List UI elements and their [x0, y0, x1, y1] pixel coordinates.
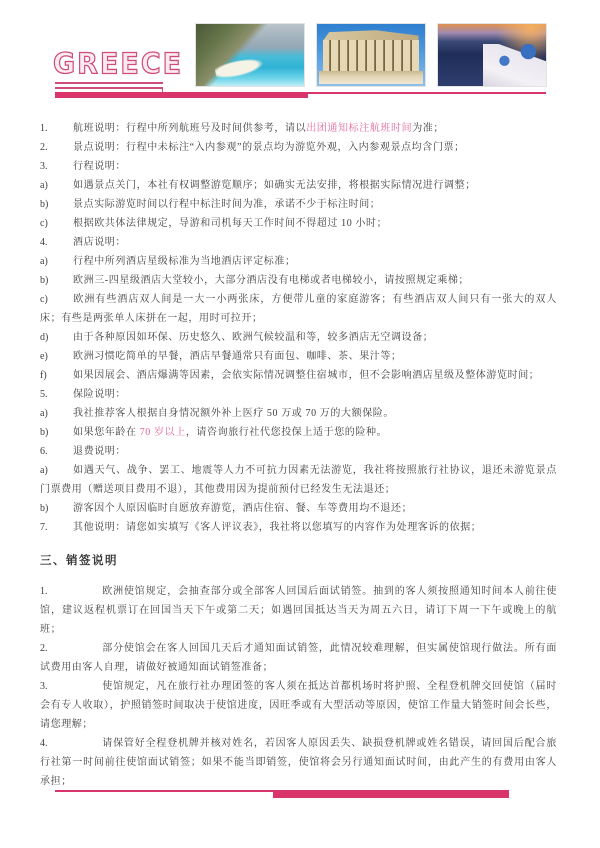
terms-list	[40, 119, 557, 537]
temple-pediment	[323, 30, 418, 40]
item-number: 4.	[40, 738, 48, 749]
item-number: 5.	[40, 389, 48, 400]
item-text: 欧洲有些酒店双人间是一大一小两张床，方便带儿童的家庭游客；有些酒店双人间只有一张大的双人床；有些是两张单人床拼在一起，用时可拉开；	[40, 294, 557, 324]
santorini-photo	[437, 23, 547, 87]
temple-columns	[323, 40, 418, 71]
item-number: a)	[40, 408, 48, 419]
item-text: 部分使馆会在客人回国几天后才通知面试销签，此情况较难理解，但实属使馆现行做法。所有面试费用由客人自理，请做好被通知面试销签准备；	[40, 643, 557, 673]
item-number: b)	[40, 275, 49, 286]
list-item	[40, 677, 557, 734]
item-text: 使馆规定，凡在旅行社办理团签的客人须在抵达首都机场时将护照、全程登机牌交回使馆（届时会有专人收取），护照销签时间取决于使馆进度，因旺季或有大型活动等原因，使馆工作量大销签时间会长些，请您理解；	[40, 681, 557, 730]
item-text: 请保管好全程登机牌并核对姓名，若因客人原因丢失、缺损登机牌或姓名错误，请回国后配合旅行社第一时间前往使馆面试销签；如果不能当即销签，使馆将会另行通知面试时间，由此产生的有费用由客人承担；	[40, 738, 557, 787]
footer-accent-bar-thin	[55, 790, 273, 792]
item-number: f)	[40, 370, 47, 381]
list-item	[40, 423, 557, 442]
item-number: a)	[40, 180, 48, 191]
list-item	[40, 404, 557, 423]
item-text: 保险说明：	[73, 389, 126, 400]
logo-underline-top	[55, 82, 163, 84]
logo-underline-bottom	[55, 87, 163, 89]
list-item	[40, 499, 557, 518]
list-item	[40, 119, 557, 138]
list-item	[40, 214, 557, 233]
highlighted-text: 70 岁以上	[139, 427, 186, 438]
item-text: 如果因展会、酒店爆满等因素，会依实际情况调整住宿城市，但不会影响酒店星级及整体游览时间；	[73, 370, 540, 381]
item-text: 行程说明：	[73, 161, 126, 172]
item-text: 欧洲三-四星级酒店大堂较小，大部分酒店没有电梯或者电梯较小，请按照规定乘梯；	[73, 275, 470, 286]
item-number: d)	[40, 332, 49, 343]
navagio-beach-photo	[195, 23, 305, 87]
parthenon-photo	[316, 23, 426, 87]
item-number: 2.	[40, 643, 48, 654]
list-item	[40, 442, 557, 461]
section3-title: 三、销签说明	[40, 555, 118, 567]
item-number: 6.	[40, 446, 48, 457]
item-text: 欧洲使馆规定，会抽查部分或全部客人回国后面试销签。抽到的客人须按照通知时间本人前往使馆，建议返程机票订在回国当天下午或第二天；如遇回国抵达当天为周五六日，请订下周一下午或晚上的航班；	[40, 586, 557, 635]
list-item	[40, 347, 557, 366]
footer-accent-bar-thick	[273, 790, 509, 798]
item-text: 如遇景点关门，本社有权调整游览顺序；如确实无法安排，将根据实际情况进行调整；	[73, 180, 476, 191]
item-number: b)	[40, 427, 49, 438]
item-text: 退费说明：	[73, 446, 126, 457]
header-accent-bar-thick	[55, 92, 308, 98]
item-text: 欧洲习惯吃简单的早餐，酒店早餐通常只有面包、咖啡、茶、果汁等；	[73, 351, 402, 362]
santorini-buildings	[483, 44, 546, 86]
list-item	[40, 271, 557, 290]
item-number: 3.	[40, 161, 48, 172]
section3-list	[40, 582, 557, 791]
item-text: ，请咨询旅行社代您投保上适于您的险种。	[185, 427, 388, 438]
item-text: 景点实际游览时间以行程中标注时间为准，承诺不少于标注时间；	[73, 199, 381, 210]
list-item	[40, 233, 557, 252]
item-number: b)	[40, 199, 49, 210]
item-number: b)	[40, 503, 49, 514]
list-item	[40, 461, 557, 499]
list-item	[40, 639, 557, 677]
header-accent-bar-thin	[308, 92, 546, 94]
header-photo-strip	[195, 23, 547, 87]
item-number: e)	[40, 351, 48, 362]
item-number: a)	[40, 256, 48, 267]
list-item	[40, 518, 557, 537]
item-number: 4.	[40, 237, 48, 248]
item-number: 7.	[40, 522, 48, 533]
highlighted-text: 出团通知标注航班时间	[306, 123, 413, 134]
list-item	[40, 385, 557, 404]
item-text: 如果您年龄在	[73, 427, 140, 438]
item-text: 航班说明：行程中所列航班号及时间供参考，请以	[73, 123, 307, 134]
item-number: c)	[40, 294, 48, 305]
item-number: 1.	[40, 123, 48, 134]
list-item	[40, 195, 557, 214]
list-item	[40, 138, 557, 157]
item-text: 由于各种原因如环保、历史悠久、欧洲气候较温和等，较多酒店无空调设备；	[73, 332, 434, 343]
list-item	[40, 290, 557, 328]
item-number: 3.	[40, 681, 48, 692]
item-text: 酒店说明：	[73, 237, 126, 248]
item-number: a)	[40, 465, 48, 476]
item-number: 1.	[40, 586, 48, 597]
list-item	[40, 366, 557, 385]
item-text: 行程中所列酒店星级标准为当地酒店评定标准；	[73, 256, 296, 267]
item-text: 其他说明：请您如实填写《客人评议表》，我社将以您填写的内容作为处理客诉的依据；	[73, 522, 482, 533]
item-text: 景点说明：行程中未标注“入内参观”的景点均为游览外观，入内参观景点均含门票；	[73, 142, 465, 153]
terms-content	[40, 119, 557, 791]
temple-base	[319, 71, 423, 83]
item-number: 2.	[40, 142, 48, 153]
item-text: 游客因个人原因临时自愿放弃游览，酒店住宿、餐、车等费用均不退还；	[73, 503, 413, 514]
item-text: 我社推荐客人根据自身情况额外补上医疗 50 万或 70 万的大额保险。	[73, 408, 394, 419]
item-number: c)	[40, 218, 48, 229]
list-item	[40, 252, 557, 271]
list-item	[40, 176, 557, 195]
list-item	[40, 157, 557, 176]
list-item	[40, 582, 557, 639]
item-text: 为准；	[412, 123, 445, 134]
list-item	[40, 734, 557, 791]
item-text: 如遇天气、战争、罢工、地震等人力不可抗力因素无法游览，我社将按照旅行社协议，退还未游览景点门票费用（赠送项目费用不退），其他费用因为提前预付已经发生无法退还；	[40, 465, 557, 495]
list-item	[40, 328, 557, 347]
item-text: 根据欧共体法律规定，导游和司机每天工作时间不得超过 10 小时；	[73, 218, 388, 229]
greece-logo: GREECE	[53, 48, 184, 81]
